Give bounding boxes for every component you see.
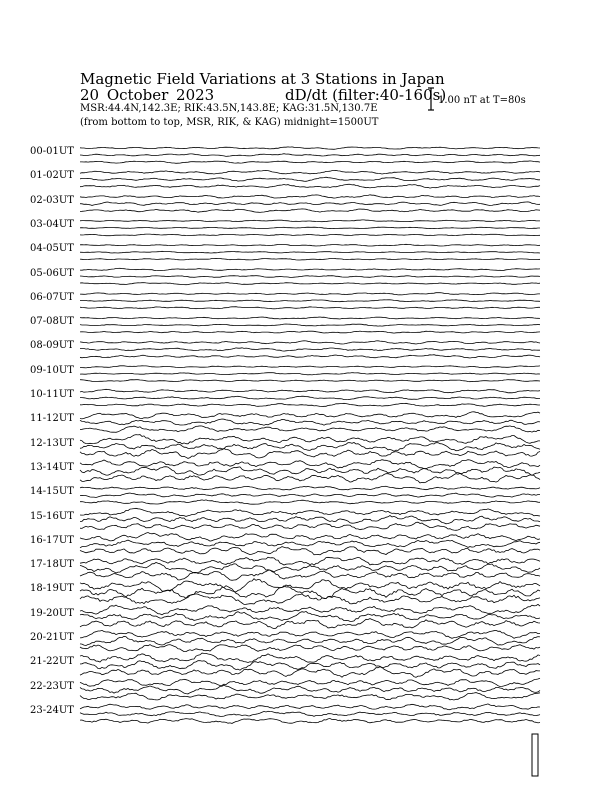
- trace-kag: [80, 317, 540, 319]
- trace-kag: [80, 579, 540, 592]
- trace-kag: [80, 486, 540, 490]
- trace-msr: [80, 161, 540, 163]
- trace-rik: [80, 251, 540, 253]
- trace-kag: [80, 435, 540, 444]
- trace-kag: [80, 341, 540, 344]
- trace-rik: [80, 685, 540, 694]
- trace-rik: [80, 467, 540, 476]
- hour-label: 06-07UT: [30, 291, 74, 303]
- trace-kag: [80, 653, 540, 662]
- trace-msr: [80, 307, 540, 309]
- chart-quantity: dD/dt (filter:40-160s): [285, 86, 447, 104]
- trace-kag: [80, 220, 540, 222]
- trace-kag: [80, 244, 540, 246]
- trace-rik: [80, 611, 540, 621]
- hour-label: 00-01UT: [30, 146, 74, 157]
- trace-kag: [80, 170, 540, 174]
- trace-kag: [80, 389, 540, 393]
- hour-label: 23-24UT: [30, 704, 74, 716]
- trace-rik: [80, 636, 540, 645]
- trace-msr: [80, 209, 540, 213]
- trace-rik: [80, 202, 540, 206]
- trace-msr: [80, 234, 540, 236]
- trace-kag: [80, 412, 540, 419]
- hour-label: 08-09UT: [30, 340, 74, 352]
- hour-label: 07-08UT: [30, 316, 74, 328]
- trace-msr: [80, 380, 540, 382]
- trace-rik: [80, 348, 540, 351]
- trace-rik: [80, 563, 540, 574]
- trace-msr: [80, 547, 540, 555]
- trace-rik: [80, 227, 540, 229]
- trace-rik: [80, 540, 540, 548]
- hour-label: 05-06UT: [30, 267, 74, 279]
- trace-kag: [80, 195, 540, 198]
- trace-msr: [80, 570, 540, 580]
- trace-msr: [80, 355, 540, 358]
- hour-label: 13-14UT: [30, 461, 74, 473]
- trace-rik: [80, 154, 540, 157]
- hour-label: 21-22UT: [30, 656, 74, 668]
- trace-msr: [80, 645, 540, 652]
- trace-msr: [80, 184, 540, 188]
- hour-label: 18-19UT: [30, 583, 74, 595]
- trace-kag: [80, 268, 540, 270]
- trace-rik: [80, 396, 540, 399]
- trace-kag: [80, 678, 540, 686]
- trace-kag: [80, 460, 540, 469]
- hour-label: 09-10UT: [30, 364, 74, 376]
- chart-title: Magnetic Field Variations at 3 Stations in Japan: [80, 70, 445, 88]
- trace-rik: [80, 516, 540, 524]
- hour-label: 11-12UT: [30, 413, 74, 425]
- trace-rik: [80, 419, 540, 425]
- trace-msr: [80, 426, 540, 432]
- trace-msr: [80, 500, 540, 504]
- trace-msr: [80, 693, 540, 700]
- chart-date: 20 October 2023: [80, 86, 215, 104]
- trace-rik: [80, 443, 540, 452]
- scale-label: 1.00 nT at T=80s: [438, 95, 526, 106]
- hour-label: 12-13UT: [30, 437, 74, 449]
- trace-kag: [80, 557, 540, 565]
- hour-label: 03-04UT: [30, 218, 74, 230]
- hour-label: 10-11UT: [30, 389, 74, 400]
- trace-kag: [80, 704, 540, 710]
- hour-label: 01-02UT: [30, 170, 74, 182]
- trace-msr: [80, 258, 540, 260]
- stations-line: MSR:44.4N,142.3E; RIK:43.5N,143.8E; KAG:31.5N,130.7E: [80, 103, 378, 114]
- trace-rik: [80, 276, 540, 278]
- trace-rik: [80, 300, 540, 302]
- trace-kag: [80, 533, 540, 542]
- trace-rik: [80, 324, 540, 326]
- trace-kag: [80, 630, 540, 638]
- trace-kag: [80, 147, 540, 149]
- trace-msr: [80, 667, 540, 678]
- trace-rik: [80, 711, 540, 716]
- trace-msr: [80, 619, 540, 629]
- trace-rik: [80, 177, 540, 181]
- trace-kag: [80, 293, 540, 295]
- trace-msr: [80, 522, 540, 530]
- order-line: (from bottom to top, MSR, RIK, & KAG) midnight=1500UT: [80, 117, 379, 128]
- end-scale-marker: [532, 734, 538, 776]
- hour-label: 17-18UT: [30, 559, 74, 571]
- trace-msr: [80, 719, 540, 724]
- hour-label: 16-17UT: [30, 534, 74, 546]
- hour-label: 19-20UT: [30, 607, 74, 619]
- hour-label: 02-03UT: [30, 194, 74, 206]
- trace-kag: [80, 366, 540, 368]
- trace-msr: [80, 331, 540, 333]
- hour-label: 15-16UT: [30, 510, 74, 522]
- trace-msr: [80, 473, 540, 483]
- trace-msr: [80, 403, 540, 406]
- trace-msr: [80, 283, 540, 285]
- hour-label: 04-05UT: [30, 243, 74, 255]
- trace-kag: [80, 508, 540, 516]
- trace-rik: [80, 373, 540, 375]
- hour-label: 20-21UT: [30, 632, 74, 643]
- hour-label: 22-23UT: [30, 680, 74, 692]
- trace-rik: [80, 493, 540, 498]
- hour-label: 14-15UT: [30, 486, 74, 498]
